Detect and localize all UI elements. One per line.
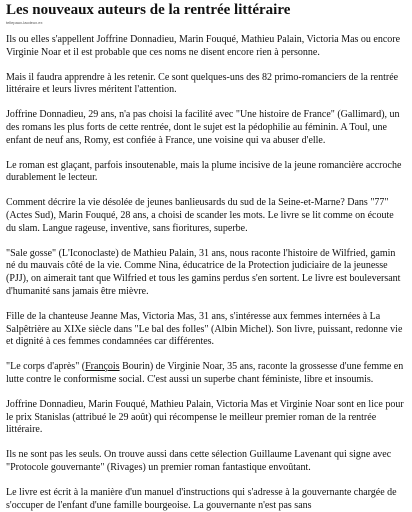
publisher-underlined-text: François	[85, 361, 120, 373]
article-page	[0, 2, 412, 511]
paragraph-noar	[6, 361, 406, 387]
paragraph-fouque: Comment décrire la vie désolée de jeunes banlieusards du sud de la Seine-et-Marne? Dans "77" (Actes Sud), Marin Fouqué, 28 ans, a choisi de scander les mots. Le livre se lit comme on écoute du slam. Langue rageuse, inventive, sans fioritures, superbe.	[6, 197, 394, 234]
paragraph-intro: Ils ou elles s'appellent Joffrine Donnadieu, Marin Fouqué, Mathieu Palain, Victoria Mas ou encore Virginie Noar et il est probable que ces noms ne disent encore rien à personne.	[6, 34, 401, 58]
paragraph-donnadieu: Joffrine Donnadieu, 29 ans, n'a pas choisi la facilité avec "Une histoire de France" (Gallimard), un des romans les plus forts de cette rentrée, dont le sujet est la pédophilie au féminin. A Toul, une enfant de neuf ans, Romy, est confiée à France, une voisine qui va abuser d'elle.	[6, 109, 400, 146]
paragraph-donnadieu-review: Le roman est glaçant, parfois insoutenable, mais la plume incisive de la jeune romancière accroche durablement le lecteur.	[6, 159, 402, 184]
paragraph-palain: "Sale gosse" (L'Iconoclaste) de Mathieu Palain, 31 ans, nous raconte l'histoire de Wilfried, gamin né du mauvais côté de la vie. Comme Nina, éducatrice de la Protection judiciaire de la jeunesse (PJJ), on aimerait tant que Wilfried et tous les gamins perdus s'en sortent. Le livre est bouleversant d'humanité sans jamais être mièvre.	[6, 247, 401, 297]
paragraph-protocole: Le livre est écrit à la manière d'un manuel d'instructions qui s'adresse à la gouvernante chargée de s'occuper de l'enfant d'une famille bourgeoise. La gouvernante n'est pas sans	[6, 486, 397, 511]
paragraph-remember: Mais il faudra apprendre à les retenir. Ce sont quelques-uns des 82 primo-romanciers de la rentrée littéraire et leurs livres méritent l'attention.	[6, 71, 399, 96]
paragraph-prix-stanislas: Joffrine Donnadieu, Marin Fouqué, Mathieu Palain, Victoria Mas et Virginie Noar sont en lice pour le prix Stanislas (attribué le 29 août) qui récompense le meilleur premier roman de la rentrée littéraire.	[6, 398, 404, 436]
article-title: Les nouveaux auteurs de la rentrée littéraire	[6, 2, 291, 18]
paragraph-noar-start: "Le corps d'après" (	[6, 361, 86, 373]
article-source: tellepaux-lacdeux.ex	[6, 20, 43, 25]
paragraph-noar-end: Bourin) de Virginie Noar, 35 ans, raconte la grossesse d'une femme en lutte contre le conformisme social. C'est aussi un superbe chant féministe, libre et insoumis.	[6, 361, 404, 385]
article-body	[6, 34, 406, 512]
paragraph-mas: Fille de la chanteuse Jeanne Mas, Victoria Mas, 31 ans, s'intéresse aux femmes internées à La Salpêtrière au XIXe siècle dans "Le bal des folles" (Albin Michel). Son livre, puissant, redonne vie et dignité à ces femmes condamnées car différentes.	[6, 310, 403, 348]
paragraph-lavenant: Ils ne sont pas les seuls. On trouve aussi dans cette sélection Guillaume Lavenant qui signe avec "Protocole gouvernante" (Rivages) un premier roman fantastique envoûtant.	[6, 449, 392, 473]
